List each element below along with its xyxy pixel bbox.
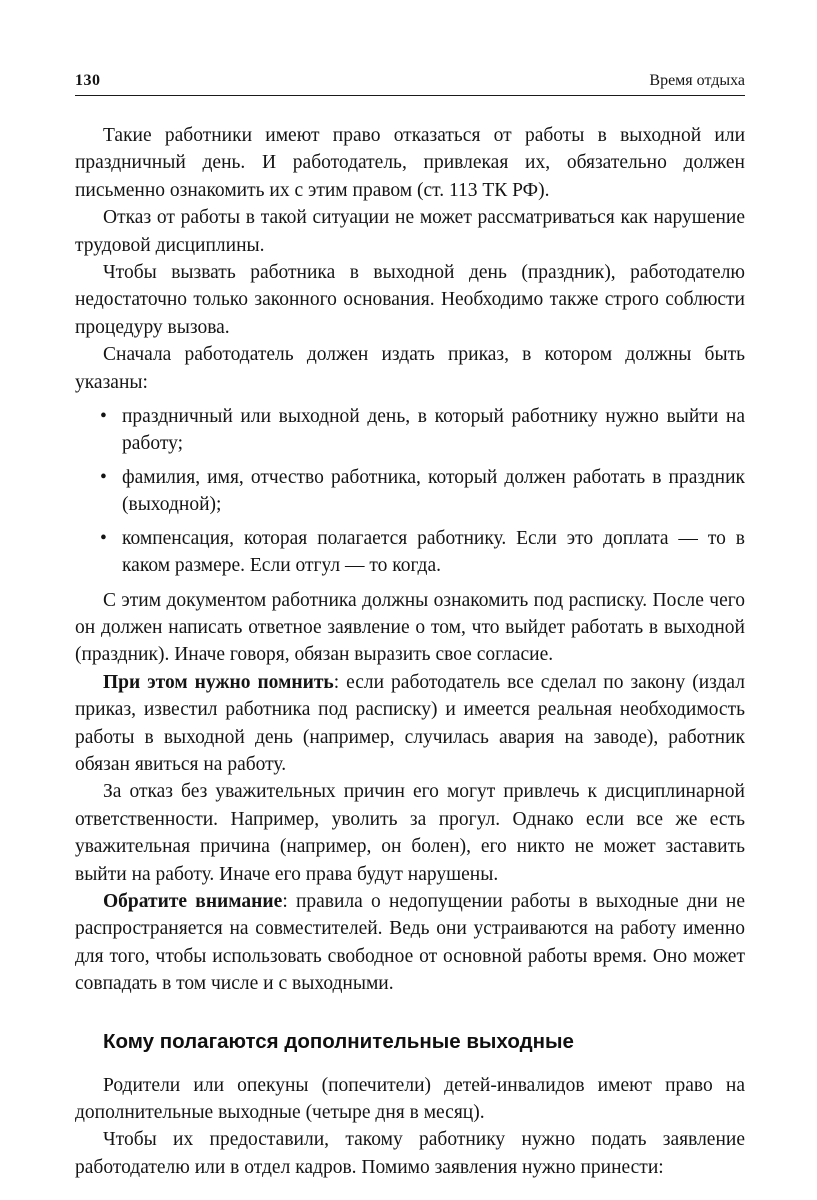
paragraph-7: За отказ без уважительных причин его могут привлечь к дисциплинарной ответственности. Например, уволить за прогул. Однако если все же есть уважительная причина (например, он болен), его никто не может заставить выйти на работу. Иначе его права будут нарушены. (75, 781, 745, 885)
paragraph-9: Родители или опекуны (попечители) детей-инвалидов имеют право на дополнительные выходные (четыре дня в месяц). (75, 1074, 745, 1123)
body-text (75, 122, 745, 1181)
paragraph-4: Сначала работодатель должен издать приказ, в котором должны быть указаны: (75, 344, 745, 393)
bullet-icon: • (100, 466, 107, 488)
list-item (100, 403, 745, 458)
bullet-list (75, 403, 745, 579)
running-title: Время отдыха (649, 72, 745, 89)
list-item (100, 464, 745, 519)
list-item-text: компенсация, которая полагается работнику. Если это доплата — то в каком размере. Если отгул — то когда. (122, 527, 745, 577)
paragraph-3: Чтобы вызвать работника в выходной день (праздник), работодателю недостаточно только законного основания. Необходимо также строго соблюсти процедуру вызова. (75, 262, 745, 338)
paragraph-2: Отказ от работы в такой ситуации не может рассматриваться как нарушение трудовой дисциплины. (75, 207, 745, 256)
paragraph-8 (75, 888, 745, 998)
paragraph-1: Такие работники имеют право отказаться от работы в выходной или праздничный день. И работодатель, привлекая их, обязательно должен письменно ознакомить их с этим правом (ст. 113 ТК РФ). (75, 125, 745, 201)
list-item-text: фамилия, имя, отчество работника, который должен работать в праздник (выходной); (122, 466, 745, 516)
list-item (100, 525, 745, 580)
paragraph-6 (75, 669, 745, 779)
bold-lead: При этом нужно помнить (103, 671, 334, 693)
paragraph-10: Чтобы их предоставили, такому работнику нужно подать заявление работодателю или в отдел кадров. Помимо заявления нужно принести: (75, 1129, 745, 1178)
section-heading: Кому полагаются дополнительные выходные (103, 1029, 574, 1053)
page-number: 130 (75, 72, 101, 89)
paragraph-text: : правила о недопущении работы в выходные дни не распространяется на совместителей. Ведь они устраиваются на работу именно для того, чтобы использовать свободное от основной работы время. Оно может совпадать в том числе и с выходными. (75, 890, 745, 995)
bold-lead: Обратите внимание (103, 890, 283, 912)
running-header (75, 72, 745, 96)
bullet-icon: • (100, 406, 107, 428)
paragraph-text: : если работодатель все сделал по закону (издал приказ, известил работника под расписку) и имеется реальная необходимость работы в выходной день (например, случилась авария на заводе), работник обязан явиться на работу. (75, 671, 745, 775)
bullet-icon: • (100, 527, 107, 549)
list-item-text: праздничный или выходной день, в который работнику нужно выйти на работу; (122, 406, 745, 455)
paragraph-5: С этим документом работника должны ознакомить под расписку. После чего он должен написать ответное заявление о том, что выйдет работать в выходной (праздник). Иначе говоря, обязан выразить свое согласие. (75, 589, 745, 666)
